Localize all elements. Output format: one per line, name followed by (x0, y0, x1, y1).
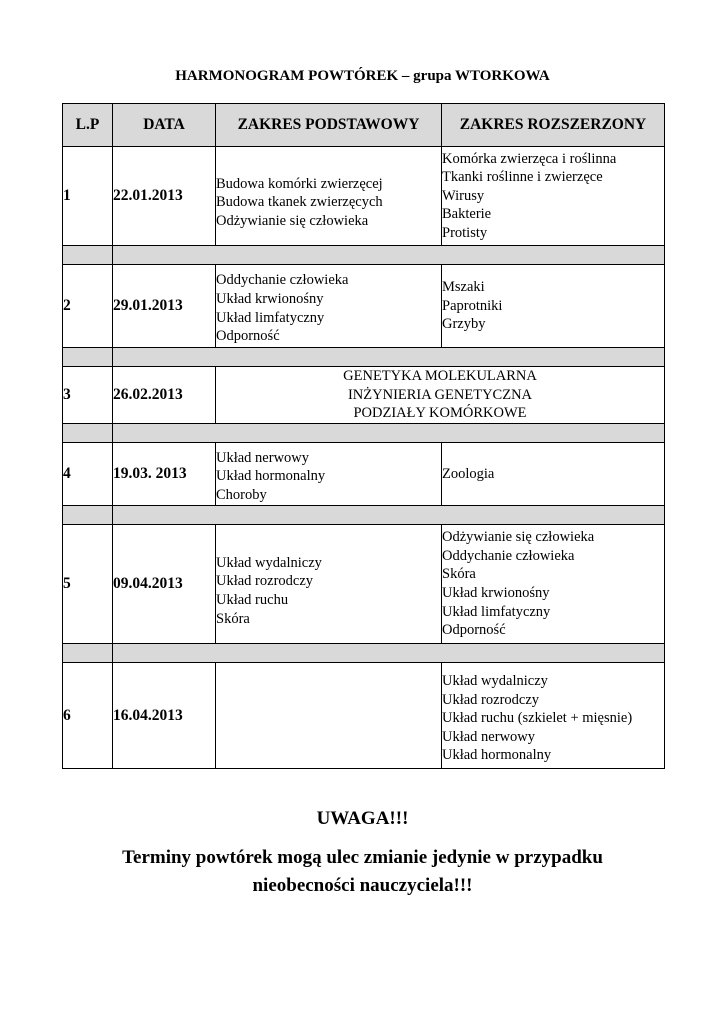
table-row (63, 443, 665, 506)
topic: Odporność (442, 622, 506, 639)
row-number: 2 (63, 265, 113, 348)
row-number: 1 (63, 147, 113, 246)
separator-row (63, 348, 665, 367)
topic: Układ wydalniczy (442, 673, 548, 690)
row-number: 3 (63, 367, 113, 424)
extended-scope-cell (442, 663, 665, 769)
topic: Oddychanie człowieka (442, 547, 575, 564)
header-basic-scope: ZAKRES PODSTAWOWY (216, 104, 442, 147)
topic: Układ wydalniczy (216, 554, 322, 571)
separator-row (63, 644, 665, 663)
topic: Układ limfatyczny (216, 309, 325, 326)
topic: Budowa komórki zwierzęcej (216, 175, 383, 192)
row-date: 29.01.2013 (113, 265, 216, 348)
topic: Układ rozrodczy (442, 691, 540, 708)
topic: Skóra (216, 610, 250, 627)
document-title: HARMONOGRAM POWTÓREK – grupa WTORKOWA (175, 68, 550, 84)
topic: Paprotniki (442, 297, 503, 314)
row-date: 16.04.2013 (113, 663, 216, 769)
table-header-row (63, 104, 665, 147)
topic: Układ hormonalny (442, 747, 552, 764)
topic: Odporność (216, 328, 280, 345)
topic: Bakterie (442, 206, 492, 223)
basic-scope-cell (216, 663, 442, 769)
topic: Układ ruchu (216, 592, 289, 608)
separator-row (63, 424, 665, 443)
topic: Grzyby (442, 316, 486, 333)
extended-scope-cell (442, 443, 665, 506)
extended-scope-cell (442, 265, 665, 348)
row-number: 5 (63, 525, 113, 644)
table-row (63, 367, 665, 424)
topic: Układ krwionośny (442, 585, 550, 601)
header-extended-scope: ZAKRES ROZSZERZONY (442, 104, 665, 147)
extended-scope-cell (442, 525, 665, 644)
topic: Odżywianie się człowieka (442, 529, 595, 546)
topic: Komórka zwierzęca i roślinna (442, 150, 617, 167)
merged-scope-cell (216, 367, 665, 424)
separator-row (63, 246, 665, 265)
topic: Układ nerwowy (216, 449, 310, 466)
header-date: DATA (113, 104, 216, 147)
header-lp: L.P (63, 104, 113, 147)
basic-scope-cell (216, 443, 442, 506)
table-row (63, 525, 665, 644)
basic-scope-cell (216, 525, 442, 644)
topic: Zoologia (442, 465, 495, 482)
table-row (63, 147, 665, 246)
table-row (63, 265, 665, 348)
topic: Skóra (442, 566, 476, 583)
extended-scope-cell (442, 147, 665, 246)
table-row (63, 663, 665, 769)
topic: Protisty (442, 224, 488, 241)
separator-row (63, 506, 665, 525)
topic: Odżywianie się człowieka (216, 212, 369, 229)
schedule-table (62, 103, 665, 769)
basic-scope-cell (216, 265, 442, 348)
row-number: 4 (63, 443, 113, 506)
notice-text: Terminy powtórek mogą ulec zmianie jedynie w przypadku nieobecności nauczyciela!!! (122, 847, 603, 896)
topic: INŻYNIERIA GENETYCZNA (347, 386, 533, 403)
row-date: 19.03. 2013 (113, 443, 216, 506)
topic: Budowa tkanek zwierzęcych (216, 194, 383, 211)
topic: Mszaki (442, 279, 485, 296)
topic: Wirusy (442, 187, 485, 204)
row-number: 6 (63, 663, 113, 769)
topic: GENETYKA MOLEKULARNA (343, 368, 537, 385)
basic-scope-cell (216, 147, 442, 246)
topic: PODZIAŁY KOMÓRKOWE (353, 405, 527, 422)
topic: Układ ruchu (szkielet + mięsnie) (442, 710, 633, 727)
topic: Układ rozrodczy (216, 573, 314, 590)
topic: Układ limfatyczny (442, 603, 551, 620)
topic: Tkanki roślinne i zwierzęce (442, 169, 603, 186)
topic: Układ nerwowy (442, 728, 536, 745)
row-date: 22.01.2013 (113, 147, 216, 246)
topic: Oddychanie człowieka (216, 272, 349, 289)
topic: Układ krwionośny (216, 290, 324, 307)
topic: Choroby (216, 486, 267, 503)
notice-heading: UWAGA!!! (316, 808, 409, 829)
row-date: 09.04.2013 (113, 525, 216, 644)
row-date: 26.02.2013 (113, 367, 216, 424)
topic: Układ hormonalny (216, 468, 326, 485)
